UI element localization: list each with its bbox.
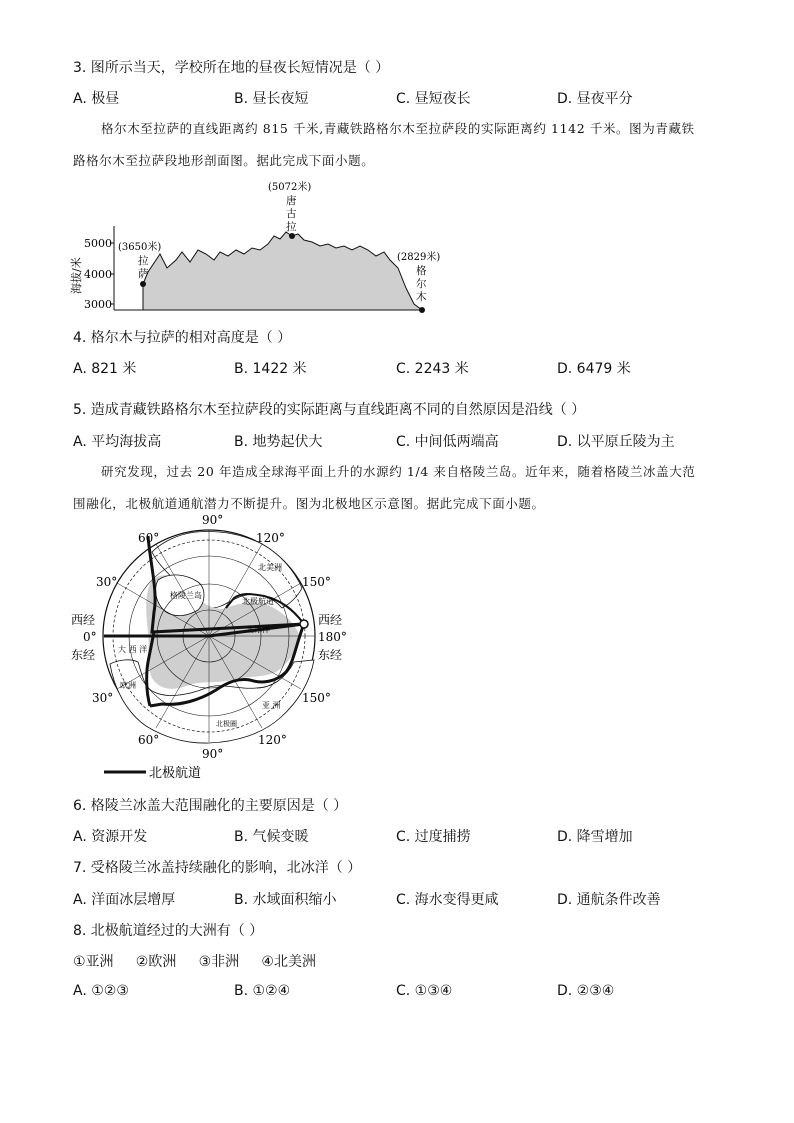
arctic-map [66, 512, 366, 782]
q6-option-d[interactable]: D. 降雪增加 [557, 829, 633, 845]
europe-label: 欧洲 [120, 681, 136, 690]
lhasa-name-2: 萨 [138, 268, 149, 280]
y-tick-label-3000: 3000 [84, 298, 112, 311]
lon-label-60-tl: 60° [138, 531, 160, 545]
material2-line1: 研究发现，过去 20 年造成全球海平面上升的水源约 1/4 来自格陵兰岛。近年来，随着格陵兰冰盖大范 [101, 464, 696, 479]
q7-option-c[interactable]: C. 海水变得更咸 [396, 892, 499, 908]
bering-strait-marker [300, 620, 308, 628]
tanggula-point [289, 233, 295, 239]
q7-option-b[interactable]: B. 水域面积缩小 [234, 892, 337, 908]
legend-label: 北极航道 [149, 766, 202, 781]
arctic-ocean-label: 北冰洋 [246, 625, 270, 634]
y-axis-label: 海拔/米 [70, 257, 83, 294]
lon-label-120-tr: 120° [256, 531, 285, 545]
lhasa-point [140, 281, 146, 287]
lon-label-150-br: 150° [302, 691, 331, 705]
golmud-elevation-label: (2829米) [397, 252, 441, 263]
q8-option-b[interactable]: B. ①②④ [234, 983, 291, 999]
material1-line2: 路格尔木至拉萨段地形剖面图。据此完成下面小题。 [73, 153, 375, 168]
q5-option-d[interactable]: D. 以平原丘陵为主 [557, 434, 675, 450]
q8-stem: 8. 北极航道经过的大洲有（ ） [73, 923, 264, 939]
q6-option-b[interactable]: B. 气候变暖 [234, 829, 309, 845]
q3-option-d[interactable]: D. 昼夜平分 [557, 91, 633, 107]
golmud-name-2: 尔 [416, 278, 427, 290]
q4-stem: 4. 格尔木与拉萨的相对高度是（ ） [73, 330, 292, 346]
q8-option-d[interactable]: D. ②③④ [557, 983, 615, 999]
q4-option-d[interactable]: D. 6479 米 [557, 361, 631, 377]
q5-option-b[interactable]: B. 地势起伏大 [234, 434, 323, 450]
q6-option-c[interactable]: C. 过度捕捞 [396, 829, 471, 845]
q3-option-a[interactable]: A. 极昼 [73, 91, 120, 107]
q6-stem: 6. 格陵兰冰盖大范围融化的主要原因是（ ） [73, 798, 348, 814]
q3-option-b[interactable]: B. 昼长夜短 [234, 91, 309, 107]
q4-option-b[interactable]: B. 1422 米 [234, 361, 307, 377]
q8-option-a[interactable]: A. ①②③ [73, 983, 129, 999]
lon-label-90-top: 90° [202, 513, 224, 527]
arctic-route-label: 北极航道 [242, 597, 274, 606]
golmud-name-3: 木 [416, 291, 427, 303]
lon-label-30-l: 30° [96, 575, 118, 589]
west-longitude-left: 西经 [71, 613, 96, 627]
north-america-label: 北美洲 [258, 563, 282, 572]
q8-option-c[interactable]: C. ①③④ [396, 983, 453, 999]
q8-choices: ①亚洲 ②欧洲 ③非洲 ④北美洲 [73, 954, 316, 970]
golmud-name-1: 格 [416, 265, 427, 277]
q5-option-a[interactable]: A. 平均海拔高 [73, 434, 162, 450]
lon-label-0: 0° [83, 630, 97, 644]
y-tick-label-4000: 4000 [84, 268, 112, 281]
lhasa-elevation-label: (3650米) [118, 242, 162, 253]
q3-stem: 3. 图所示当天，学校所在地的昼夜长短情况是（ ） [73, 60, 390, 76]
q5-stem: 5. 造成青藏铁路格尔木至拉萨段的实际距离与直线距离不同的自然原因是沿线（ ） [73, 402, 586, 418]
material1-line1: 格尔木至拉萨的直线距离约 815 千米,青藏铁路格尔木至拉萨段的实际距离约 1142 千米。图为青藏铁 [101, 121, 695, 136]
lon-label-90-bottom: 90° [202, 747, 224, 761]
terrain-profile-chart [66, 176, 466, 316]
lon-label-180: 180° [318, 630, 347, 644]
asia-label: 亚 洲 [262, 701, 281, 710]
west-longitude-right: 西经 [318, 613, 343, 627]
golmud-point [419, 307, 425, 313]
peak-elevation-label: (5072米) [268, 182, 312, 193]
y-tick-label-5000: 5000 [84, 237, 112, 250]
greenland-label: 格陵兰岛 [170, 591, 202, 600]
q6-option-a[interactable]: A. 资源开发 [73, 829, 148, 845]
lon-label-150-r: 150° [302, 575, 331, 589]
q5-option-c[interactable]: C. 中间低两端高 [396, 434, 499, 450]
east-longitude-right: 东经 [318, 648, 343, 662]
east-longitude-left: 东经 [71, 648, 96, 662]
atlantic-label: 大 西 洋 [118, 645, 148, 654]
material2-line2: 围融化，北极航道通航潜力不断提升。图为北极地区示意图。据此完成下面小题。 [73, 496, 545, 511]
q4-option-c[interactable]: C. 2243 米 [396, 361, 469, 377]
arctic-circle-label: 北极圈 [216, 720, 237, 728]
peak-name-2: 古 [286, 208, 297, 220]
q4-option-a[interactable]: A. 821 米 [73, 361, 137, 377]
lon-label-30-bl: 30° [92, 691, 114, 705]
lhasa-name-1: 拉 [138, 255, 149, 267]
peak-name-1: 唐 [286, 195, 297, 207]
terrain-area [143, 232, 422, 310]
q7-option-a[interactable]: A. 洋面冰层增厚 [73, 892, 176, 908]
q3-option-c[interactable]: C. 昼短夜长 [396, 91, 471, 107]
q7-option-d[interactable]: D. 通航条件改善 [557, 892, 661, 908]
lon-label-60-bl: 60° [138, 733, 160, 747]
peak-name-3: 拉 [286, 221, 297, 233]
q7-stem: 7. 受格陵兰冰盖持续融化的影响，北冰洋（ ） [73, 860, 362, 876]
lon-label-120-br: 120° [258, 733, 287, 747]
